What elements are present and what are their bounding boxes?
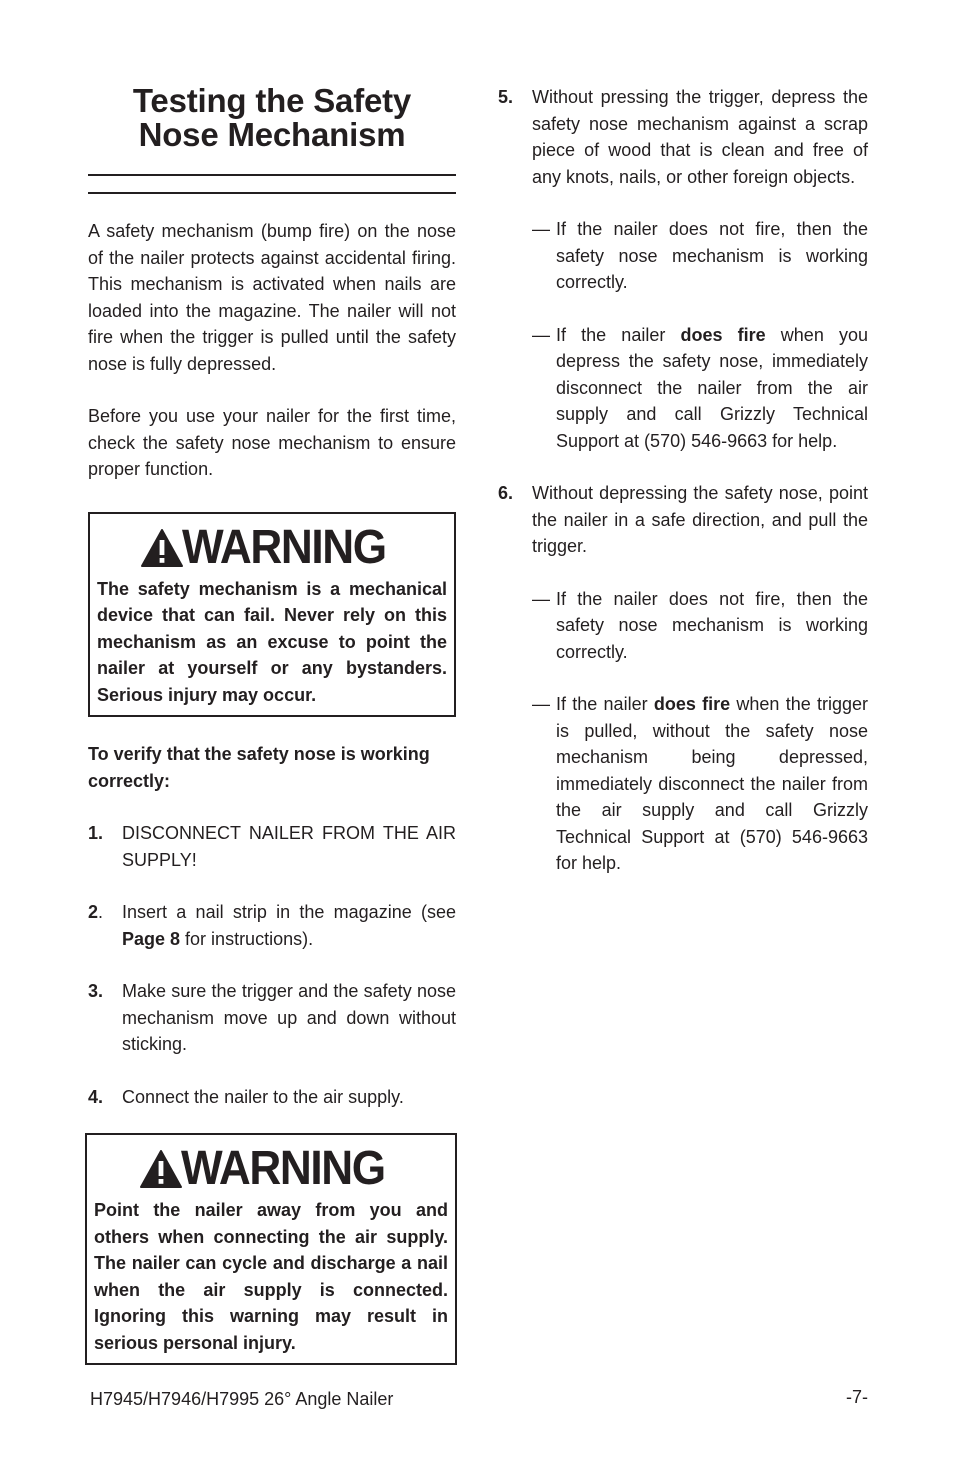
dash: — [532, 219, 550, 239]
page-8-reference: Page 8 [122, 928, 181, 949]
step-3-number: 3. [88, 981, 104, 1001]
step-5-text: Without pressing the trigger, depress the safety nose mechanism against a scrap piece of wood that is clean and free of any knots, nails, or other foreign objects. [532, 87, 868, 187]
step-3 [88, 978, 456, 1058]
step-6-text: Without depressing the safety nose, point the nailer in a safe direction, and pull the trigger. [532, 483, 868, 556]
left-column [88, 84, 456, 1365]
step-6-sub-1 [532, 586, 868, 666]
right-column [498, 84, 868, 877]
step-4-text: Connect the nailer to the air supply. [122, 1086, 404, 1107]
dash: — [532, 694, 550, 714]
warning-header-1 [97, 520, 447, 576]
intro-paragraph-2: Before you use your nailer for the first time, check the safety nose mechanism to ensure proper function. [88, 406, 456, 479]
warning-triangle-icon [139, 1149, 183, 1189]
warning-text-2: Point the nailer away from you and others when connecting the air supply. The nailer can cycle and discharge a nail when the air supply is connected. Ignoring this warning may result in serious personal injury. [94, 1200, 448, 1353]
step-4-number: 4. [88, 1086, 104, 1107]
warning-box-2 [85, 1133, 457, 1365]
warning-label-1: WARNING [182, 520, 387, 574]
step-6-sub-2-text: If the nailer does fire when the trigger is pulled, without the safety nose mechanism being depressed, immediately disconnect the nailer from the air supply and call Grizzly Technical Support at (570) 546-9663 for help. [556, 694, 869, 873]
step-6-sub-2 [532, 691, 868, 877]
warning-label-2: WARNING [181, 1142, 386, 1195]
title-rule-top [88, 174, 456, 176]
warning-text-1: The safety mechanism is a mechanical device that can fail. Never rely on this mechanism as an excuse to point the nailer at yourself or any bystanders. Serious injury may occur. [97, 578, 447, 705]
step-6 [498, 480, 868, 560]
warning-header-2 [94, 1141, 448, 1197]
footer-model: H7945/H7946/H7995 26° Angle Nailer [90, 1389, 394, 1409]
dash: — [532, 324, 550, 345]
step-6-sub-1-text: If the nailer does not fire, then the safety nose mechanism is working correctly. [556, 588, 868, 662]
verify-heading: To verify that the safety nose is working correctly: [88, 744, 430, 791]
warning-box-1 [88, 512, 456, 718]
section-title [88, 84, 456, 152]
step-1-number: 1. [88, 823, 104, 843]
step-1-text: DISCONNECT NAILER FROM THE AIR SUPPLY! [122, 823, 456, 870]
step-5-sub-1-text: If the nailer does not fire, then the safety nose mechanism is working correctly. [556, 219, 868, 292]
title-line-1: Testing the Safety [132, 82, 412, 119]
step-5 [498, 84, 868, 190]
dash: — [532, 588, 550, 609]
warning-triangle-icon [140, 528, 184, 568]
step-2-number: 2. [88, 902, 104, 922]
step-2 [88, 899, 456, 952]
title-rule-bottom [88, 192, 456, 194]
step-5-number: 5. [498, 87, 514, 107]
step-5-sub-2-text: If the nailer does fire when you depress the safety nose, immediately disconnect the nailer from the air supply and call Grizzly Technical Support at (570) 546-9663 for help. [556, 324, 868, 451]
step-3-text: Make sure the trigger and the safety nose mechanism move up and down without sticking. [122, 981, 456, 1054]
step-1 [88, 820, 456, 873]
step-2-text: Insert a nail strip in the magazine (see Page 8 for instructions). [122, 902, 456, 949]
title-line-2: Nose Mechanism [138, 116, 406, 153]
step-5-sub-1 [532, 216, 868, 296]
step-4 [88, 1084, 456, 1111]
intro-paragraph-1: A safety mechanism (bump fire) on the nose of the nailer protects against accidental firing. This mechanism is activated when nails are loaded into the magazine. The nailer will not fire when the trigger is pulled until the safety nose is fully depressed. [88, 221, 456, 374]
step-5-sub-2 [532, 322, 868, 455]
step-6-number: 6. [498, 483, 514, 503]
page-number: -7- [846, 1387, 868, 1407]
